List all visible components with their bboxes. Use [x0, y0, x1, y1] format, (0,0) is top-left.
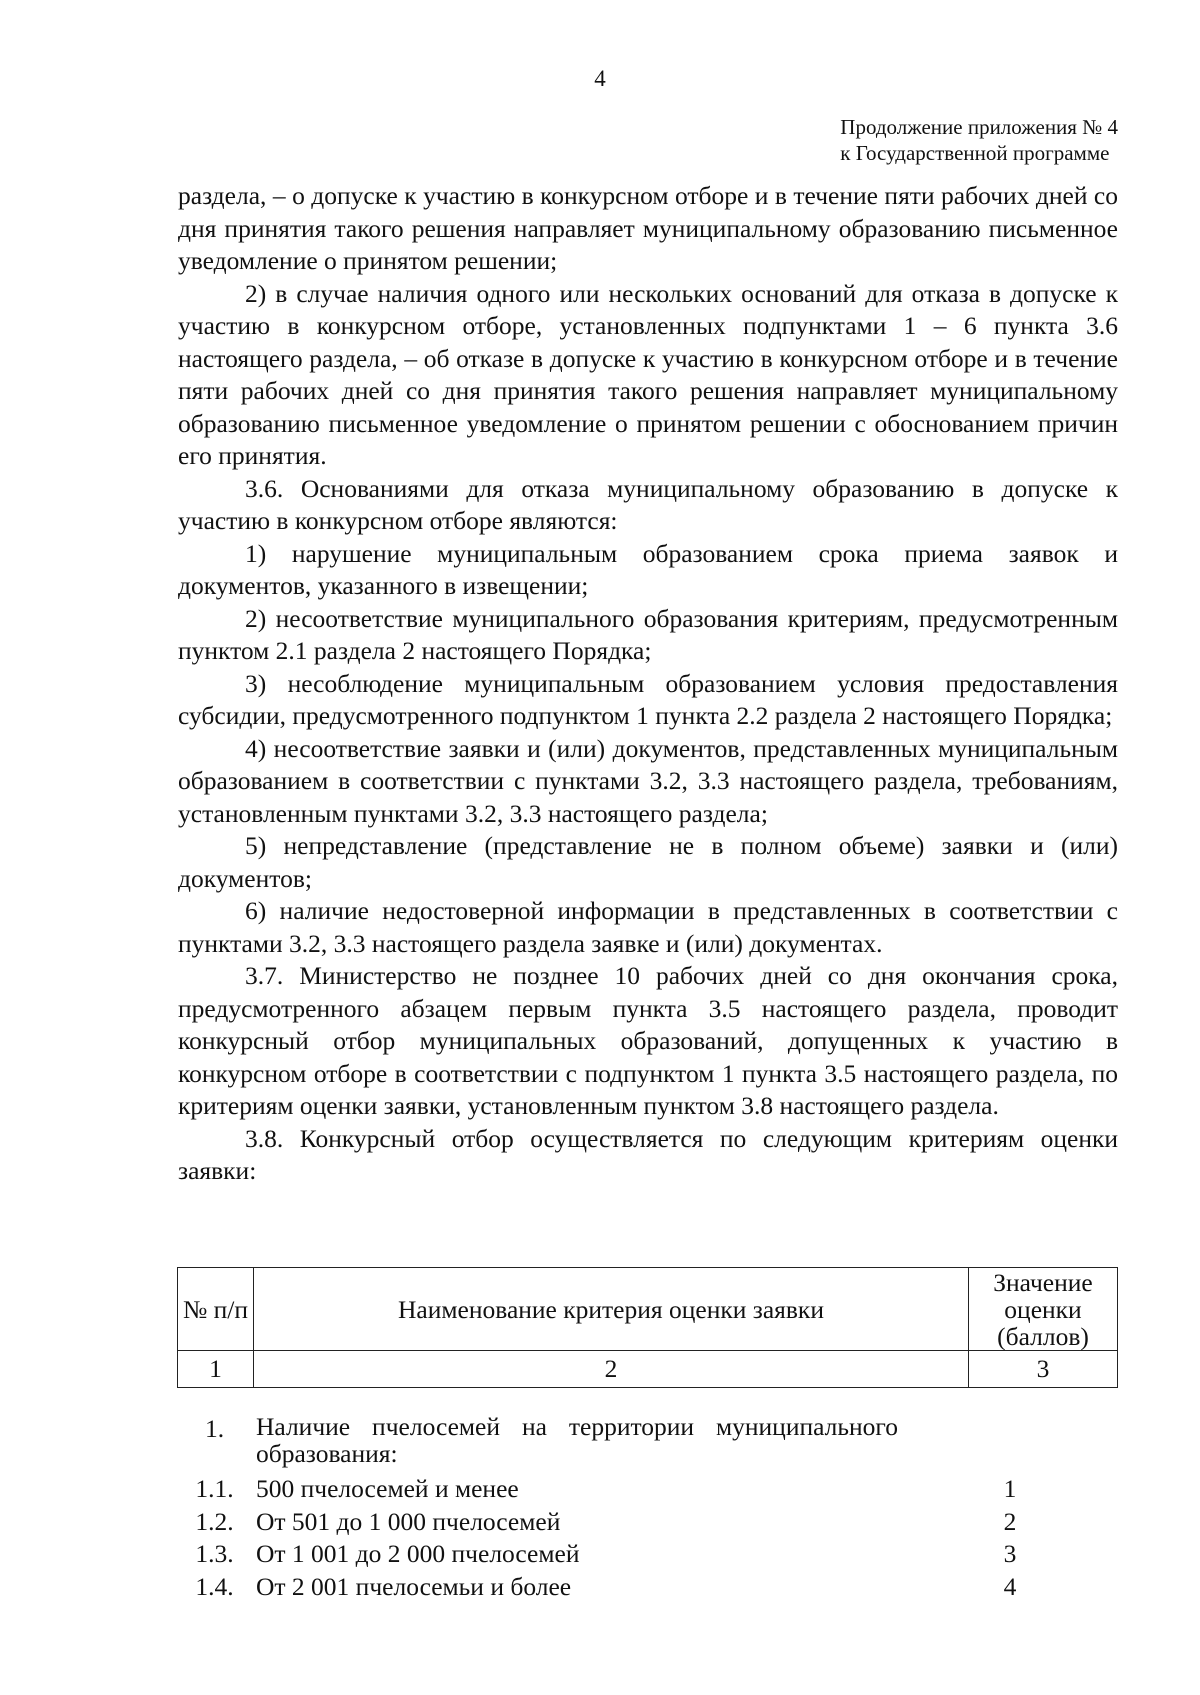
paragraph: раздела, – о допуске к участию в конкурсном отборе и в течение пяти рабочих дней со дня принятия такого решения направляет муниципальному образованию письменное уведомление о принятом решении;	[178, 181, 1118, 275]
paragraph: 3.6. Основаниями для отказа муниципальному образованию в допуске к участию в конкурсном отборе являются:	[178, 473, 1118, 535]
criteria-items	[177, 1413, 1118, 1603]
row-criterion: От 501 до 1 000 пчелосемей	[256, 1506, 561, 1536]
row-criterion: Наличие пчелосемей на территории муниципального образования:	[256, 1412, 898, 1468]
row-number: 1.4.	[195, 1571, 234, 1601]
row-criterion: От 2 001 пчелосемьи и более	[256, 1571, 572, 1601]
column-number: 1	[178, 1351, 254, 1388]
appendix-header-line-2: к Государственной программе	[840, 141, 1110, 165]
column-number: 2	[254, 1351, 969, 1388]
paragraph: 1) нарушение муниципальным образованием срока приема заявок и документов, указанного в извещении;	[178, 538, 1118, 600]
paragraph: 2) несоответствие муниципального образования критериям, предусмотренным пунктом 2.1 раздела 2 настоящего Порядка;	[178, 603, 1118, 665]
row-score: 4	[1003, 1571, 1017, 1601]
header-criterion-name: Наименование критерия оценки заявки	[254, 1268, 969, 1351]
table-row	[177, 1506, 1118, 1539]
table-row	[177, 1413, 1118, 1473]
column-numbers-row	[178, 1351, 1118, 1388]
row-number: 1.1.	[195, 1474, 234, 1503]
paragraph: 3) несоблюдение муниципальным образованием условия предоставления субсидии, предусмотренного подпунктом 1 пункта 2.2 раздела 2 настоящего Порядка;	[178, 668, 1118, 730]
appendix-header-line-1: Продолжение приложения № 4	[840, 115, 1118, 139]
header-score-value: Значение оценки (баллов)	[969, 1268, 1118, 1351]
table-row	[177, 1571, 1118, 1604]
document-body	[178, 180, 1118, 1188]
criteria-table-header	[177, 1267, 1118, 1388]
appendix-header	[840, 114, 1118, 166]
row-score: 3	[1003, 1539, 1017, 1568]
paragraph: 2) в случае наличия одного или нескольких оснований для отказа в допуске к участию в конкурсном отборе, установленных подпунктами 1 – 6 пункта 3.6 настоящего раздела, – об отказе в допуске к участию в конкурсном отборе и в течение пяти рабочих дней со дня принятия такого решения направляет муниципальному образованию письменное уведомление о принятом решении с обоснованием причин его принятия.	[178, 278, 1118, 470]
paragraph: 4) несоответствие заявки и (или) документов, представленных муниципальным образованием в соответствии с пунктами 3.2, 3.3 настоящего раздела, требованиям, установленным пунктами 3.2, 3.3 настоящего раздела;	[178, 733, 1118, 828]
header-num: № п/п	[178, 1268, 254, 1351]
paragraph: 3.8. Конкурсный отбор осуществляется по следующим критериям оценки заявки:	[178, 1123, 1118, 1185]
row-criterion: От 1 001 до 2 000 пчелосемей	[256, 1539, 580, 1568]
column-number: 3	[969, 1351, 1118, 1388]
table-header-row	[178, 1268, 1118, 1351]
table-row	[177, 1538, 1118, 1571]
row-score	[902, 1413, 1118, 1473]
row-number: 1.3.	[195, 1539, 234, 1568]
paragraph: 6) наличие недостоверной информации в представленных в соответствии с пунктами 3.2, 3.3 настоящего раздела заявке и (или) документах.	[178, 896, 1118, 958]
row-number: 1.	[204, 1414, 225, 1443]
paragraph: 5) непредставление (представление не в полном объеме) заявки и (или) документов;	[178, 831, 1118, 893]
table-row	[177, 1473, 1118, 1506]
paragraph: 3.7. Министерство не позднее 10 рабочих дней со дня окончания срока, предусмотренного абзацем первым пункта 3.5 настоящего раздела, проводит конкурсный отбор муниципальных образований, допущенных к участию в конкурсном отборе в соответствии с подпунктом 1 пункта 3.5 настоящего раздела, по критериям оценки заявки, установленным пунктом 3.8 настоящего раздела.	[178, 961, 1118, 1120]
row-criterion: 500 пчелосемей и менее	[256, 1474, 519, 1503]
row-score: 2	[1003, 1506, 1017, 1536]
page-number: 4	[594, 66, 606, 91]
row-number: 1.2.	[195, 1506, 234, 1536]
row-score: 1	[1003, 1474, 1017, 1503]
